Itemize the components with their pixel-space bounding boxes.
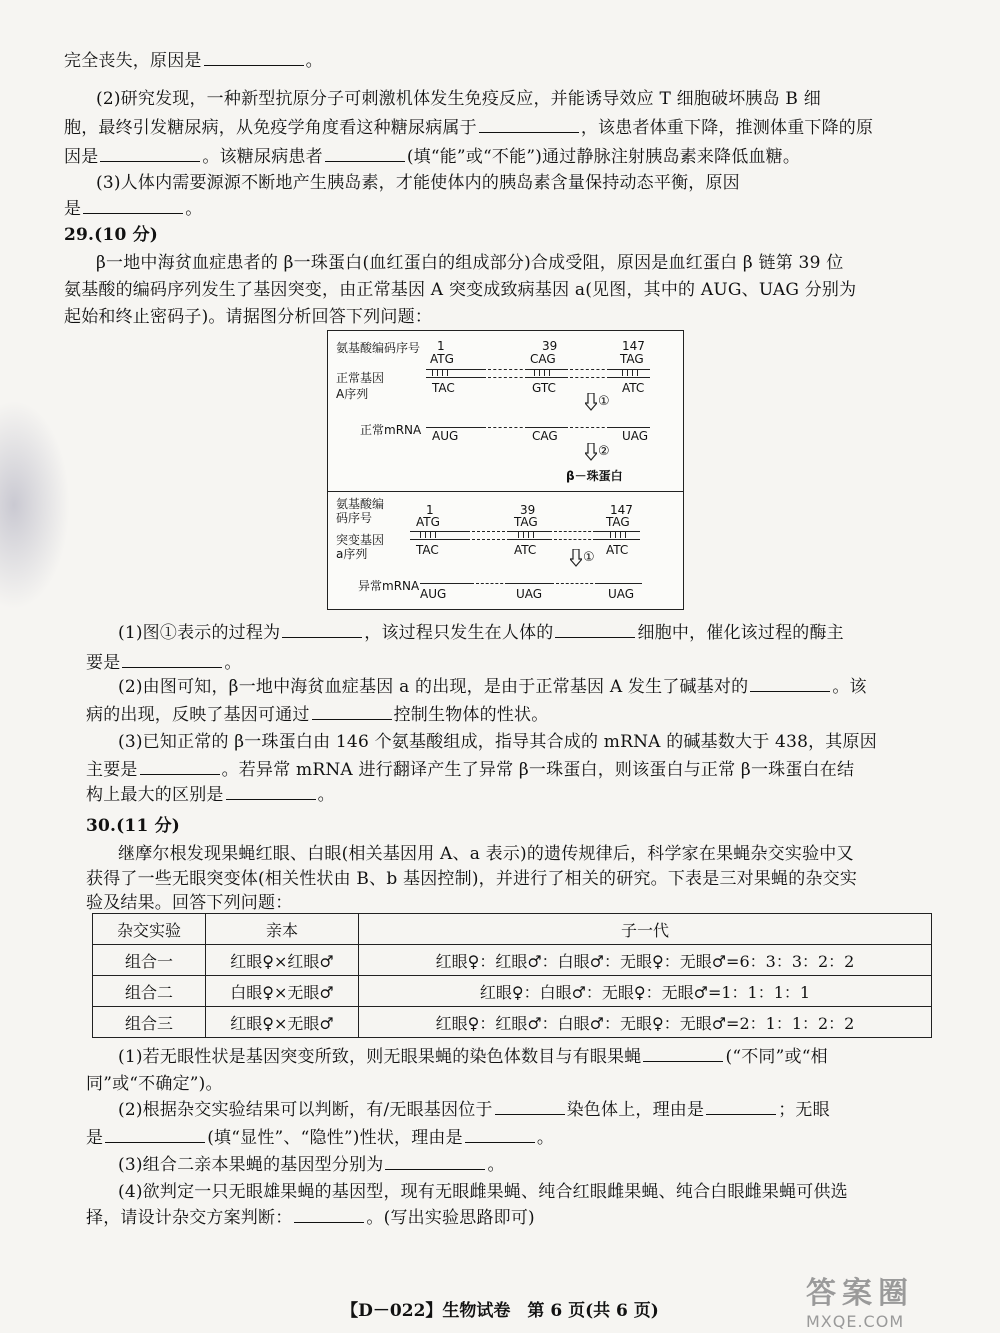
table-cell: 白眼♀×无眼♂ bbox=[206, 976, 359, 1007]
text: 。 bbox=[317, 785, 335, 805]
table-cell: 红眼♀×红眼♂ bbox=[206, 945, 359, 976]
q29-intro-1: β一地中海贫血症患者的 β一珠蛋白(血红蛋白的组成部分)合成受阻，原因是血红蛋白 β 链第 39 位 bbox=[96, 253, 844, 273]
text: 。该糖尿病患者 bbox=[202, 147, 323, 167]
q29-sub2-line-1 bbox=[118, 676, 867, 698]
mrna-codon-39: UAG bbox=[516, 587, 543, 601]
dna-strand-gap bbox=[570, 377, 610, 378]
q29-sub3-line-2 bbox=[86, 759, 854, 781]
text: (3)人体内需要源源不断地产生胰岛素，才能使体内的胰岛素含量保持动态平衡，原因 bbox=[96, 173, 740, 193]
answer-blank[interactable] bbox=[555, 623, 635, 638]
q30-sub2-line-2 bbox=[86, 1127, 554, 1149]
dna-strand-gap bbox=[488, 369, 528, 370]
dna-strand bbox=[410, 531, 470, 532]
q29-intro-2: 氨基酸的编码序列发生了基因突变，由正常基因 A 突变成致病基因 a(见图，其中的 AUG、UAG 分别为 bbox=[64, 280, 857, 300]
answer-blank[interactable] bbox=[643, 1047, 723, 1062]
table-cell: 组合二 bbox=[93, 976, 206, 1007]
q28-p3-line-1 bbox=[96, 172, 740, 194]
num-1: 1 bbox=[437, 339, 445, 353]
codon-39-top: TAG bbox=[514, 515, 538, 529]
text: (2)根据杂交实验结果可以判断，有/无眼基因位于 bbox=[118, 1100, 493, 1120]
q30-sub4-line-2 bbox=[86, 1207, 535, 1229]
answer-blank[interactable] bbox=[122, 653, 222, 668]
product-label: β－珠蛋白 bbox=[566, 469, 623, 483]
codon-147-bot: ATC bbox=[606, 543, 629, 557]
text: ，该患者体重下降，推测体重下降的原 bbox=[580, 118, 874, 138]
base-pair-ticks bbox=[518, 532, 538, 538]
q30-intro-2: 获得了一些无眼突变体(相关性状由 B、b 基因控制)，并进行了相关的研究。下表是三对果蝇的杂交实 bbox=[86, 869, 858, 889]
base-pair-ticks bbox=[622, 370, 642, 376]
q28-p2-line-3 bbox=[64, 146, 800, 168]
answer-blank[interactable] bbox=[204, 51, 304, 66]
text: 是 bbox=[64, 199, 82, 219]
text: 。 bbox=[487, 1155, 505, 1175]
label-gene: 突变基因 bbox=[336, 533, 385, 547]
num-39: 39 bbox=[520, 503, 536, 517]
answer-blank[interactable] bbox=[294, 1208, 364, 1223]
label-mrna: 异常mRNA bbox=[358, 579, 420, 593]
gene-mutation-diagram bbox=[327, 330, 684, 610]
dna-strand-gap bbox=[472, 531, 510, 532]
q29-sub1-line-1 bbox=[118, 622, 844, 644]
mrna-strand-gap bbox=[488, 427, 528, 428]
text: 染色体上，理由是 bbox=[566, 1100, 705, 1120]
text: (2)研究发现，一种新型抗原分子可刺激机体发生免疫反应，并能诱导效应 T 细胞破坏胰岛 B 细 bbox=[96, 89, 821, 109]
q29-sub2-line-2 bbox=[86, 704, 548, 726]
text: 。 bbox=[536, 1128, 555, 1148]
num-39: 39 bbox=[542, 339, 558, 353]
codon-39-bot: GTC bbox=[532, 381, 556, 395]
answer-blank[interactable] bbox=[140, 760, 220, 775]
q30-sub1-line-2: 同”或“不确定”)。 bbox=[86, 1074, 223, 1094]
num-147: 147 bbox=[622, 339, 645, 353]
mrna-strand-gap bbox=[556, 583, 598, 584]
dna-strand bbox=[610, 377, 650, 378]
text: (2)由图可知，β一地中海贫血症基因 a 的出现，是由于正常基因 A 发生了碱基对的 bbox=[118, 677, 749, 697]
logo-url: MXQE.COM bbox=[806, 1312, 905, 1331]
q29-header: 29.(10 分) bbox=[64, 225, 159, 245]
cross-results-table bbox=[92, 913, 932, 1038]
dna-strand-gap bbox=[554, 531, 596, 532]
dna-strand bbox=[510, 539, 552, 540]
panel-divider bbox=[328, 491, 683, 492]
mrna-strand bbox=[426, 427, 486, 428]
answer-blank[interactable] bbox=[226, 785, 316, 800]
step-2-label: ② bbox=[598, 444, 610, 459]
num-147: 147 bbox=[610, 503, 633, 517]
dna-strand-gap bbox=[570, 369, 610, 370]
answer-blank[interactable] bbox=[479, 118, 579, 133]
q28-p2-line-2 bbox=[64, 117, 873, 139]
table-row bbox=[93, 1007, 932, 1038]
dna-strand bbox=[528, 377, 568, 378]
mrna-strand bbox=[598, 583, 642, 584]
table-row bbox=[93, 976, 932, 1007]
answer-blank[interactable] bbox=[100, 147, 200, 162]
text: 。 bbox=[305, 51, 323, 71]
label-seq: 氨基酸编码序号 bbox=[336, 341, 421, 355]
label-gene-2: A序列 bbox=[336, 387, 369, 401]
text: (填“显性”、“隐性”)性状，理由是 bbox=[207, 1128, 463, 1148]
label-seq-2: 码序号 bbox=[336, 511, 373, 525]
dna-strand-gap bbox=[554, 539, 596, 540]
label-gene-2: a序列 bbox=[336, 547, 368, 561]
table-cell: 组合三 bbox=[93, 1007, 206, 1038]
text: 要是 bbox=[86, 653, 121, 673]
text: (3)组合二亲本果蝇的基因型分别为 bbox=[118, 1155, 384, 1175]
answer-blank[interactable] bbox=[105, 1128, 205, 1143]
answer-blank[interactable] bbox=[706, 1100, 776, 1115]
mrna-codon-39: CAG bbox=[532, 429, 558, 443]
table-header-row bbox=[93, 914, 932, 945]
text: 构上最大的区别是 bbox=[86, 785, 224, 805]
table-header: 杂交实验 bbox=[93, 914, 206, 945]
dna-strand-gap bbox=[472, 539, 510, 540]
table-cell: 组合一 bbox=[93, 945, 206, 976]
q30-header: 30.(11 分) bbox=[86, 816, 181, 836]
down-arrow-icon bbox=[570, 549, 582, 567]
answer-blank[interactable] bbox=[312, 705, 392, 720]
text: (填“能”或“不能”)通过静脉注射胰岛素来降低血糖。 bbox=[406, 147, 801, 167]
mrna-strand-gap bbox=[570, 427, 610, 428]
base-pair-ticks bbox=[432, 370, 452, 376]
mrna-codon-147: UAG bbox=[622, 429, 649, 443]
text: ，该过程只发生在人体的 bbox=[364, 623, 554, 643]
text: 完全丧失，原因是 bbox=[64, 51, 202, 71]
page-footer: 【D－022】生物试卷 第 6 页(共 6 页) bbox=[341, 1301, 659, 1321]
codon-1-top: ATG bbox=[430, 352, 454, 366]
scan-smudge bbox=[0, 400, 70, 610]
text: 病的出现，反映了基因可通过 bbox=[86, 705, 310, 725]
text: (1)若无眼性状是基因突变所致，则无眼果蝇的染色体数目与有眼果蝇 bbox=[118, 1047, 642, 1067]
q30-intro-1: 继摩尔根发现果蝇红眼、白眼(相关基因用 A、a 表示)的遗传规律后，科学家在果蝇杂交实验中又 bbox=[118, 844, 854, 864]
q29-intro-3: 起始和终止密码子)。请据图分析回答下列问题： bbox=[64, 307, 433, 327]
answer-blank[interactable] bbox=[282, 623, 362, 638]
mrna-strand-gap bbox=[476, 583, 508, 584]
table-row bbox=[93, 945, 932, 976]
text: 。若异常 mRNA 进行翻译产生了异常 β一珠蛋白，则该蛋白与正常 β一珠蛋白在结 bbox=[221, 760, 855, 780]
answer-blank[interactable] bbox=[465, 1128, 535, 1143]
label-seq-1: 氨基酸编 bbox=[336, 497, 385, 511]
dna-strand bbox=[426, 377, 486, 378]
text: (1)图①表示的过程为 bbox=[118, 623, 281, 643]
codon-1-bot: TAC bbox=[432, 381, 455, 395]
answer-blank[interactable] bbox=[750, 677, 830, 692]
text: 细胞中，催化该过程的酶主 bbox=[637, 623, 844, 643]
text: 。 bbox=[224, 653, 242, 673]
q29-sub3-line-1: (3)已知正常的 β一珠蛋白由 146 个氨基酸组成，指导其合成的 mRNA 的碱基数大于 438，其原因 bbox=[118, 732, 877, 752]
mrna-strand bbox=[528, 427, 568, 428]
step-1-label: ① bbox=[598, 394, 610, 409]
table-cell: 红眼♀：红眼♂：白眼♂：无眼♀：无眼♂=2：1：1：2：2 bbox=[359, 1007, 932, 1038]
down-arrow-icon bbox=[585, 443, 597, 461]
codon-147-bot: ATC bbox=[622, 381, 645, 395]
table-header: 子一代 bbox=[359, 914, 932, 945]
text: 控制生物体的性状。 bbox=[393, 705, 549, 725]
logo-text: 答案圈 bbox=[806, 1276, 914, 1311]
mrna-strand bbox=[610, 427, 650, 428]
dna-strand bbox=[410, 539, 470, 540]
text: 是 bbox=[86, 1128, 104, 1148]
codon-147-top: TAG bbox=[606, 515, 630, 529]
base-pair-ticks bbox=[610, 532, 630, 538]
watermark-logo bbox=[806, 1268, 956, 1331]
q28-p2-line-1 bbox=[96, 88, 821, 110]
text: 。(写出实验思路即可) bbox=[366, 1208, 535, 1228]
text: 。该 bbox=[832, 677, 867, 697]
answer-blank[interactable] bbox=[325, 147, 405, 162]
codon-147-top: TAG bbox=[620, 352, 644, 366]
q30-sub3 bbox=[118, 1154, 505, 1176]
label-mrna: 正常mRNA bbox=[360, 423, 422, 437]
mrna-codon-147: UAG bbox=[608, 587, 635, 601]
answer-blank[interactable] bbox=[495, 1100, 565, 1115]
text: (“不同”或“相 bbox=[725, 1047, 828, 1067]
q30-sub4-line-1: (4)欲判定一只无眼雄果蝇的基因型，现有无眼雌果蝇、纯合红眼雌果蝇、纯合白眼雌果蝇可供选 bbox=[118, 1182, 848, 1202]
table-cell: 红眼♀×无眼♂ bbox=[206, 1007, 359, 1038]
dna-strand bbox=[596, 539, 640, 540]
text: ；无眼 bbox=[778, 1100, 830, 1120]
base-pair-ticks bbox=[534, 370, 554, 376]
mrna-codon-1: AUG bbox=[432, 429, 459, 443]
q29-sub3-line-3 bbox=[86, 784, 335, 806]
q30-sub1-line-1 bbox=[118, 1046, 828, 1068]
down-arrow-icon bbox=[585, 393, 597, 411]
label-gene: 正常基因 bbox=[336, 371, 385, 385]
text: 。 bbox=[185, 199, 203, 219]
text: 主要是 bbox=[86, 760, 138, 780]
codon-1-bot: TAC bbox=[416, 543, 439, 557]
base-pair-ticks bbox=[420, 532, 440, 538]
q30-sub2-line-1 bbox=[118, 1099, 830, 1121]
step-1-label: ① bbox=[583, 550, 595, 565]
q30-intro-3: 验及结果。回答下列问题： bbox=[86, 893, 293, 913]
answer-blank[interactable] bbox=[83, 199, 183, 214]
q28-line-1 bbox=[64, 50, 323, 72]
table-cell: 红眼♀：白眼♂：无眼♀：无眼♂=1：1：1：1 bbox=[359, 976, 932, 1007]
codon-39-bot: ATC bbox=[514, 543, 537, 557]
q28-p3-line-2 bbox=[64, 198, 202, 220]
text: 因是 bbox=[64, 147, 99, 167]
table-cell: 红眼♀：红眼♂：白眼♂：无眼♀：无眼♂=6：3：3：2：2 bbox=[359, 945, 932, 976]
num-1: 1 bbox=[426, 503, 434, 517]
answer-blank[interactable] bbox=[385, 1155, 485, 1170]
mrna-strand bbox=[508, 583, 554, 584]
text: 胞，最终引发糖尿病，从免疫学角度看这种糖尿病属于 bbox=[64, 118, 477, 138]
text: 择，请设计杂交方案判断： bbox=[86, 1208, 293, 1228]
codon-1-top: ATG bbox=[416, 515, 440, 529]
mrna-codon-1: AUG bbox=[420, 587, 447, 601]
dna-strand-gap bbox=[488, 377, 528, 378]
codon-39-top: CAG bbox=[530, 352, 556, 366]
mrna-strand bbox=[420, 583, 474, 584]
q29-sub1-line-2 bbox=[86, 652, 242, 674]
table-header: 亲本 bbox=[206, 914, 359, 945]
